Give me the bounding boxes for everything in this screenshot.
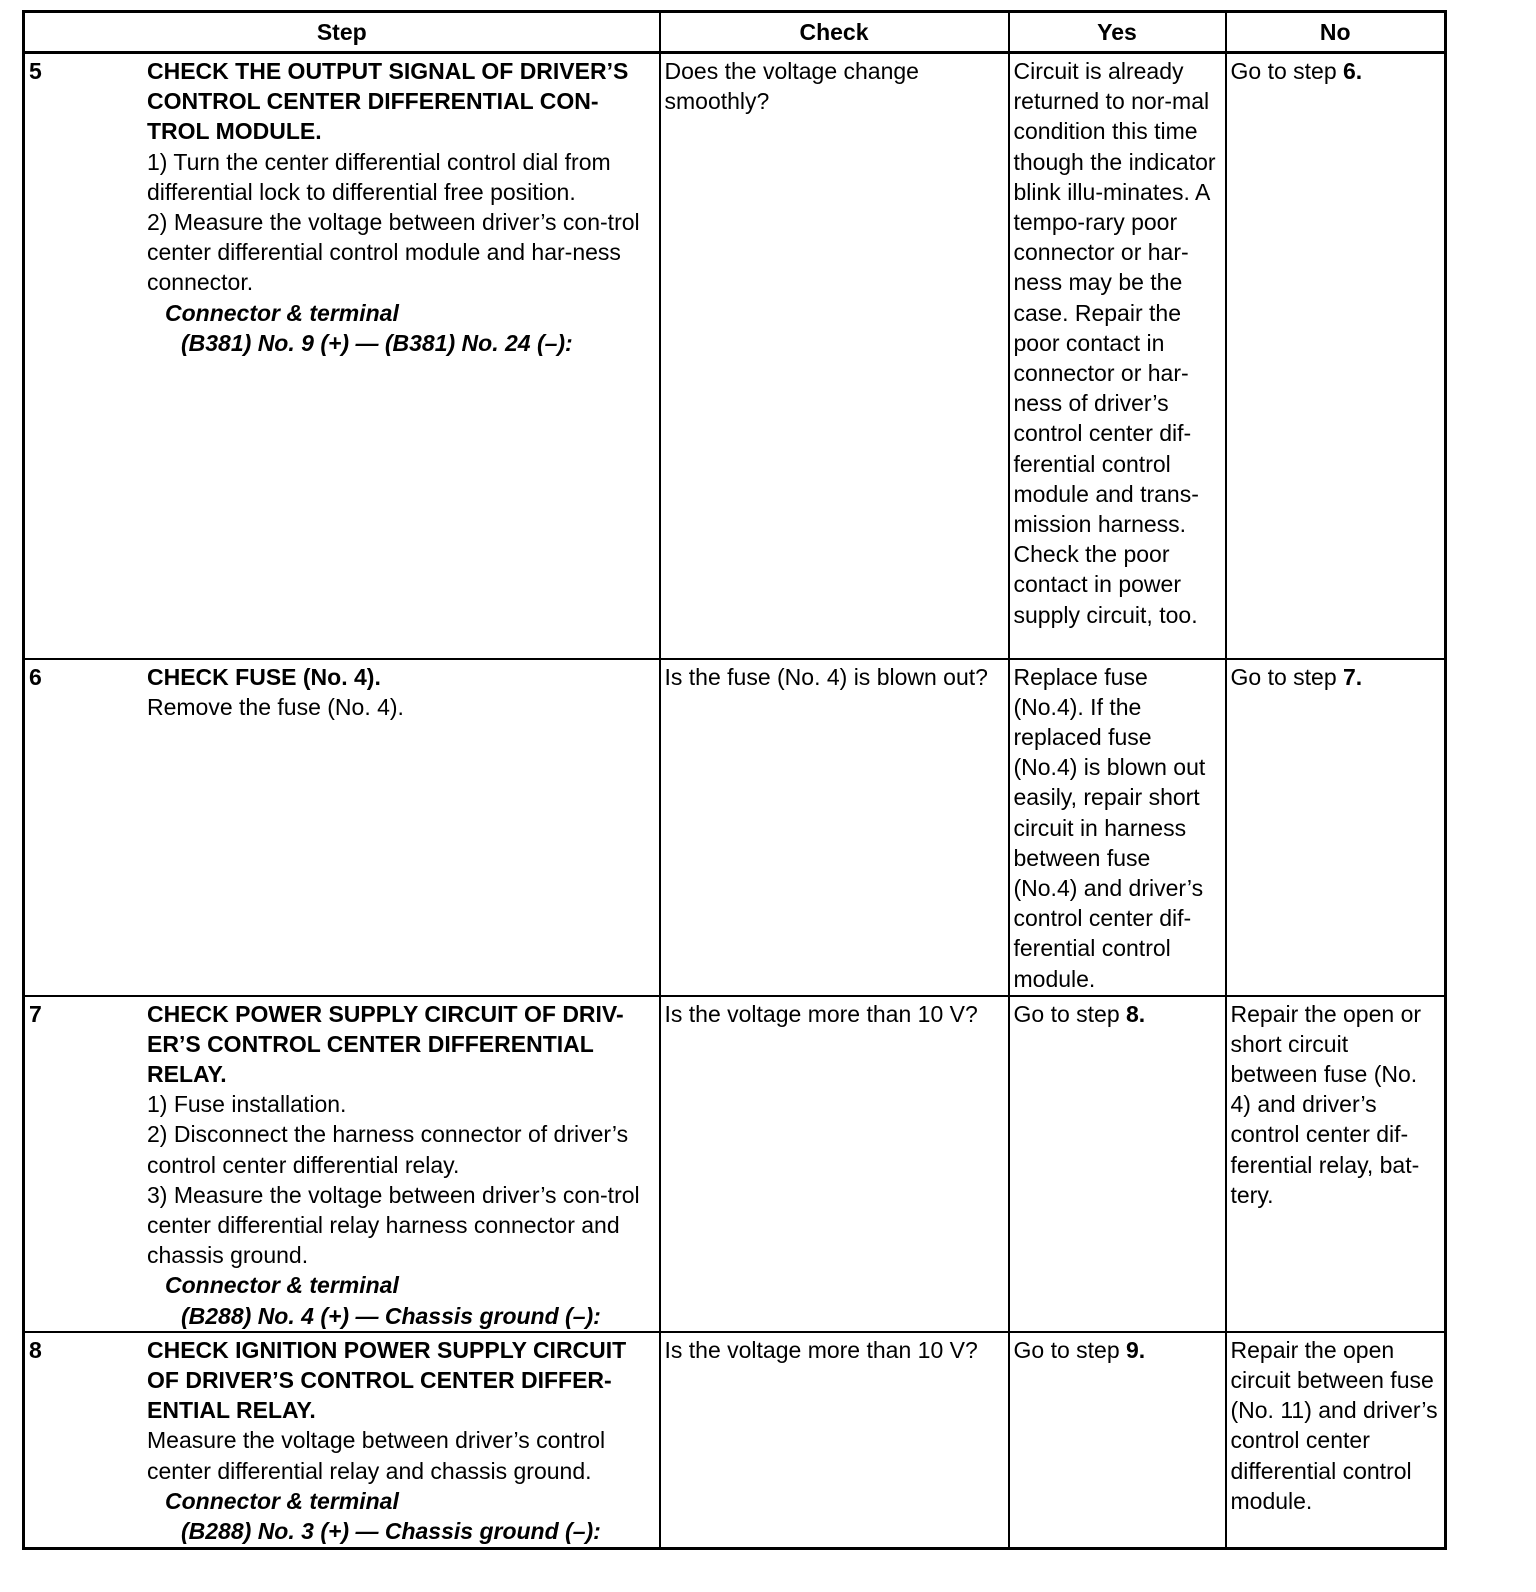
check-cell: Does the voltage change smoothly?: [660, 53, 1009, 659]
terminal-spec: (B288) No. 3 (+) — Chassis ground (–):: [181, 1517, 601, 1544]
header-yes: Yes: [1009, 12, 1226, 53]
yes-cell: [1009, 1332, 1226, 1549]
step-instruction: 1) Fuse installation.: [147, 1091, 347, 1118]
header-row: [24, 12, 1446, 53]
step-title: CHECK POWER SUPPLY CIRCUIT OF DRIV-ER’S CONTROL CENTER DIFFERENTIAL RELAY.: [147, 1000, 624, 1087]
no-text: Go to step: [1230, 58, 1344, 84]
step-instruction: 2) Measure the voltage between driver’s con-trol center differential control module and har-ness connector.: [147, 209, 640, 296]
diagnostic-table: [22, 10, 1447, 1550]
terminal-spec: (B381) No. 9 (+) — (B381) No. 24 (–):: [181, 329, 573, 356]
no-cell: [1226, 53, 1446, 659]
table-row: [24, 1332, 1446, 1549]
step-cell: [24, 53, 660, 659]
terminal-spec: (B288) No. 4 (+) — Chassis ground (–):: [181, 1302, 601, 1329]
connector-label: Connector & terminal: [165, 299, 399, 326]
step-number: 8: [29, 1336, 42, 1363]
yes-cell: Replace fuse (No.4). If the replaced fuse (No.4) is blown out easily, repair short circuit in harness between fuse (No.4) and driver’s control center dif-ferential control module.: [1009, 659, 1226, 996]
step-number: 6: [29, 663, 42, 690]
no-cell: [1226, 659, 1446, 996]
header-no: No: [1226, 12, 1446, 53]
step-title: CHECK FUSE (No. 4).: [147, 663, 381, 690]
header-check: Check: [660, 12, 1009, 53]
step-instruction: 3) Measure the voltage between driver’s con-trol center differential relay harness connector and chassis ground.: [147, 1181, 640, 1269]
step-instruction: 1) Turn the center differential control dial from differential lock to differential free position.: [147, 148, 611, 205]
no-text: Go to step: [1230, 663, 1344, 690]
check-cell: Is the voltage more than 10 V?: [660, 996, 1009, 1332]
step-number: 5: [29, 58, 42, 84]
no-cell: Repair the open or short circuit between fuse (No. 4) and driver’s control center dif-ferential relay, bat-tery.: [1226, 996, 1446, 1332]
step-title: CHECK THE OUTPUT SIGNAL OF DRIVER’S CONTROL CENTER DIFFERENTIAL CON-TROL MODULE.: [147, 58, 629, 145]
step-reference: 6.: [1343, 58, 1363, 84]
yes-cell: [1009, 996, 1226, 1332]
step-cell: [24, 659, 660, 996]
table-row: [24, 659, 1446, 996]
check-cell: Is the voltage more than 10 V?: [660, 1332, 1009, 1549]
yes-text: Go to step: [1013, 1000, 1127, 1027]
step-instruction: Remove the fuse (No. 4).: [147, 693, 404, 720]
step-title: CHECK IGNITION POWER SUPPLY CIRCUIT OF DRIVER’S CONTROL CENTER DIFFER-ENTIAL RELAY.: [147, 1336, 627, 1424]
table-row: [24, 996, 1446, 1332]
connector-label: Connector & terminal: [165, 1272, 399, 1299]
yes-text: Go to step: [1013, 1336, 1127, 1363]
connector-label: Connector & terminal: [165, 1487, 399, 1514]
step-reference: 8.: [1126, 1000, 1146, 1027]
step-cell: [24, 1332, 660, 1549]
step-number: 7: [29, 1000, 42, 1027]
step-instruction: Measure the voltage between driver’s control center differential relay and chassis ground.: [147, 1427, 606, 1484]
check-cell: Is the fuse (No. 4) is blown out?: [660, 659, 1009, 996]
step-cell: [24, 996, 660, 1332]
yes-cell: Circuit is already returned to nor-mal condition this time though the indicator blink illu-minates. A tempo-rary poor connector or har-ness may be the case. Repair the poor contact in connector or har-ness of driver’s control center dif-ferential control module and trans-mission harness. Check the poor contact in power supply circuit, too.: [1009, 53, 1226, 659]
header-step: Step: [24, 12, 660, 53]
no-cell: Repair the open circuit between fuse (No. 11) and driver’s control center differential control module.: [1226, 1332, 1446, 1549]
step-reference: 7.: [1343, 663, 1363, 690]
step-instruction: 2) Disconnect the harness connector of driver’s control center differential relay.: [147, 1121, 629, 1178]
table-row: [24, 53, 1446, 659]
step-reference: 9.: [1126, 1336, 1146, 1363]
